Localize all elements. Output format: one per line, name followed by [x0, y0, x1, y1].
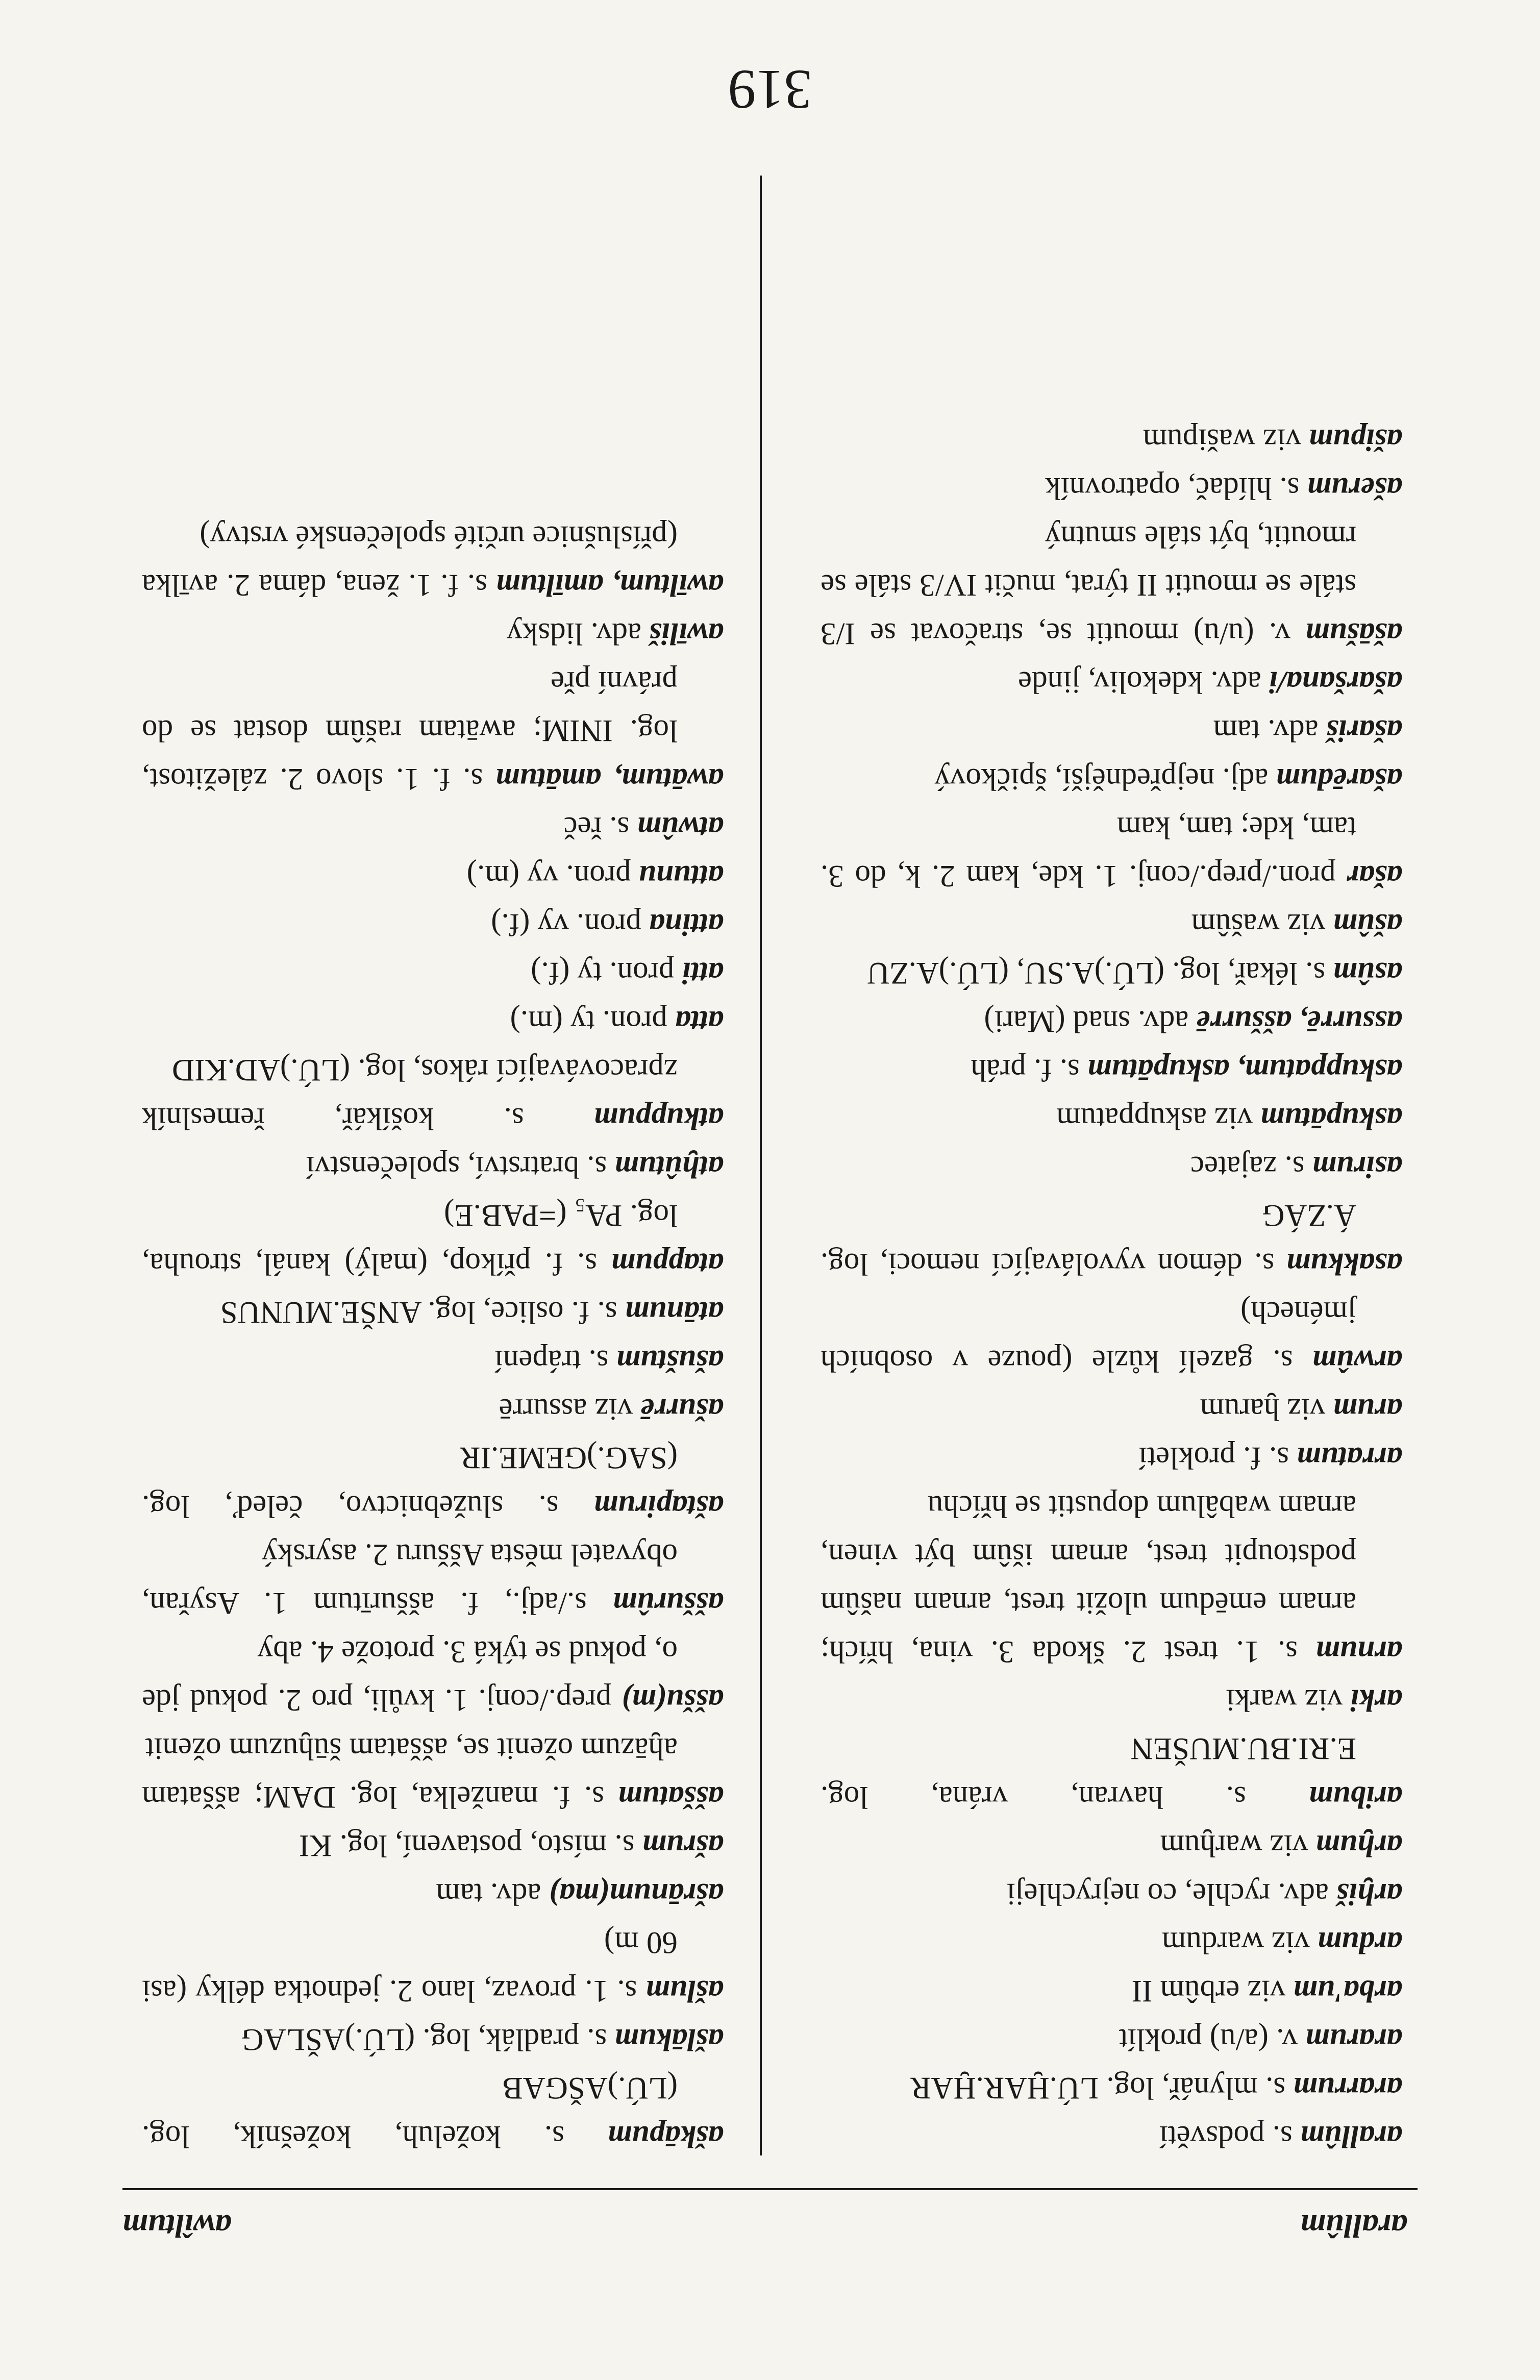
dictionary-entry: [142, 803, 724, 852]
dictionary-entry: [142, 1821, 724, 1870]
dictionary-entry: [142, 1191, 724, 1288]
entry-definition: viz warki: [1226, 1683, 1351, 1717]
entry-headword: ašariš: [1326, 713, 1402, 748]
dictionary-entry: [821, 1385, 1402, 1433]
entry-definition: adv. tam: [1213, 713, 1326, 748]
dictionary-entry: [821, 803, 1402, 900]
entry-definition: s. f. příkop, (malý) kanál, strouha, log. PA₅ (=PAB.E): [142, 1198, 678, 1281]
entry-headword: ašāšum: [1305, 616, 1402, 651]
dictionary-entry: [142, 1870, 724, 1918]
dictionary-entry: [142, 2015, 724, 2064]
entry-definition: s. 1. provaz, lano 2. jednotka délky (asi 60 m): [142, 1925, 678, 2008]
entry-definition: s. zajatec: [1190, 1150, 1312, 1184]
entry-definition: pron. ty (f.): [531, 956, 682, 990]
entry-definition: viz warḫum: [1160, 1828, 1316, 1863]
dictionary-entry: [142, 2064, 724, 2161]
entry-headword: atappum: [611, 1247, 724, 1281]
dictionary-entry: [821, 1143, 1402, 1191]
entry-definition: s. f. oslice, log. ANŠE.MUNUS: [220, 1295, 625, 1329]
entry-definition: s. gazelí kůzle (pouze v osobních jménech): [821, 1295, 1356, 1378]
entry-headword: awīliš: [649, 616, 724, 651]
entry-definition: s. f. 1. žena, dáma 2. avīlka (příslušnice určité společenské vrstvy): [142, 519, 678, 602]
entry-headword: ašipum: [1308, 423, 1402, 457]
entry-headword: aššu(m): [622, 1683, 724, 1717]
entry-definition: adv. kdekoliv, jinde: [1018, 665, 1269, 699]
entry-definition: adv. rychle, co nejrychleji: [1006, 1877, 1337, 1911]
entry-headword: arwûm: [1312, 1344, 1402, 1378]
dictionary-entry: [821, 1724, 1402, 1821]
dictionary-entry: [142, 658, 724, 803]
entry-definition: adv. tam: [436, 1877, 549, 1911]
entry-definition: s. pradlák, log. (LÚ.)AŠLAG: [241, 2022, 615, 2056]
entry-definition: pron. vy (f.): [491, 907, 650, 941]
right-column: [142, 512, 724, 2161]
dictionary-entry: [142, 852, 724, 900]
dictionary-entry: [821, 1967, 1402, 2015]
entry-headword: arḫum: [1315, 1828, 1402, 1863]
entry-headword: attunu: [638, 859, 724, 893]
dictionary-entry: [142, 512, 724, 609]
dictionary-entry: [821, 706, 1402, 755]
entry-definition: s. lékař, log. (LÚ.)A.SU, (LÚ.)A.ZU: [867, 956, 1333, 990]
left-column: [821, 415, 1402, 2161]
dictionary-entry: [821, 1918, 1402, 1967]
entry-definition: s. podsvětí: [1159, 2119, 1300, 2153]
entry-definition: s. řeč: [563, 810, 637, 845]
entry-definition: s. služebnictvo, čeleď, log. (SAG.)GEME.IR: [142, 1441, 678, 1523]
entry-headword: ašarēdum: [1276, 762, 1402, 796]
dictionary-entry: [821, 2112, 1402, 2161]
header-first-headword: arallûm: [1300, 2208, 1407, 2244]
dictionary-entry: [821, 512, 1402, 658]
entry-headword: asakkum: [1286, 1247, 1402, 1281]
dictionary-entry: [821, 949, 1402, 997]
dictionary-entry: [821, 1433, 1402, 1482]
entry-headword: arnum: [1315, 1634, 1402, 1669]
entry-definition: viz wašipum: [1142, 423, 1309, 457]
entry-definition: s. místo, postavení, log. KI: [299, 1828, 642, 1863]
entry-headword: atḫûtum: [614, 1150, 724, 1184]
dictionary-entry: [821, 1676, 1402, 1724]
entry-headword: arki: [1350, 1683, 1402, 1717]
entry-headword: ardum: [1317, 1925, 1402, 1960]
header-last-headword: awîltum: [122, 2208, 232, 2244]
entry-definition: adj. nejpřednější, špičkový: [934, 762, 1276, 796]
entry-headword: arum: [1333, 1392, 1402, 1426]
entry-headword: aštapirum: [593, 1489, 724, 1523]
dictionary-entry: [142, 1724, 724, 1821]
dictionary-entry: [821, 464, 1402, 512]
dictionary-entry: [821, 1046, 1402, 1094]
entry-headword: ašar: [1347, 859, 1402, 893]
dictionary-entry: [821, 1191, 1402, 1288]
entry-headword: awātum, amātum: [495, 762, 724, 796]
dictionary-entry: [821, 900, 1402, 949]
dictionary-entry: [142, 1627, 724, 1724]
entry-definition: pron. ty (m.): [510, 1004, 676, 1038]
dictionary-entry: [821, 1094, 1402, 1143]
entry-definition: viz askuppatum: [1056, 1101, 1260, 1135]
dictionary-entry: [142, 1046, 724, 1143]
entry-headword: ararum: [1305, 2022, 1402, 2056]
dictionary-entry: [142, 609, 724, 658]
entry-definition: s. 1. trest 2. škoda 3. vina, hřích; arnam emēdum uložit trest, arnam našûm podstoupit trest, arnam išûm být vinen, arnam wabâlum dopustit se hříchu: [821, 1489, 1356, 1669]
entry-headword: aškāpum: [607, 2119, 724, 2153]
entry-headword: askupātum: [1260, 1101, 1402, 1135]
entry-definition: adv. lidsky: [507, 616, 650, 651]
entry-headword: ašrum: [642, 1828, 724, 1863]
entry-headword: atkuppum: [593, 1101, 724, 1135]
entry-definition: pron. vy (m.): [466, 859, 639, 893]
entry-headword: asûm: [1333, 956, 1402, 990]
entry-headword: atta: [675, 1004, 724, 1038]
dictionary-entry: [142, 1385, 724, 1433]
dictionary-entry: [821, 1288, 1402, 1385]
dictionary-entry: [821, 997, 1402, 1046]
entry-definition: prep./conj. 1. kvůli, pro 2. pokud jde o, pokud se týká 3. protože 4. aby: [142, 1634, 678, 1717]
entry-headword: assurrē, aššurrē: [1196, 1004, 1402, 1038]
entry-definition: viz wašûm: [1191, 907, 1333, 941]
entry-headword: atti: [682, 956, 724, 990]
entry-definition: s. koželuh, kožešník, log. (LÚ.)AŠGAB: [142, 2071, 678, 2153]
entry-definition: s. košíkář, řemeslník zpracovávající rákos, log. (LÚ.)AD.KID: [142, 1053, 678, 1135]
dictionary-entry: [821, 2064, 1402, 2112]
entry-headword: ašuštum: [616, 1344, 724, 1378]
entry-headword: ararrum: [1293, 2071, 1402, 2105]
dictionary-entry: [142, 949, 724, 997]
running-header: [122, 2204, 1407, 2245]
entry-headword: arḫiš: [1336, 1877, 1402, 1911]
dictionary-entry: [821, 1482, 1402, 1676]
entry-headword: ašûm: [1333, 907, 1402, 941]
column-divider: [760, 176, 762, 2155]
dictionary-entry: [821, 1821, 1402, 1870]
entry-headword: atwûm: [637, 810, 724, 845]
dictionary-entry: [142, 1918, 724, 2015]
entry-definition: v. (a/u) proklít: [1119, 2022, 1306, 2056]
entry-headword: arallûm: [1300, 2119, 1402, 2153]
entry-headword: ašurrē: [640, 1392, 724, 1426]
entry-headword: ašrānum(ma): [549, 1877, 724, 1911]
entry-headword: awīltum, amīltum: [496, 568, 724, 602]
entry-definition: s. havran, vrána, log. E.RI.BU.MUŠEN: [821, 1731, 1356, 1814]
header-rule: [122, 2188, 1418, 2190]
dictionary-entry: [142, 1288, 724, 1336]
dictionary-entry: [142, 1530, 724, 1627]
entry-definition: s. trápení: [494, 1344, 616, 1378]
entry-headword: ašlākum: [614, 2022, 724, 2056]
entry-definition: s. f. prokletí: [1138, 1441, 1297, 1475]
dictionary-entry: [142, 1336, 724, 1385]
dictionary-entry: [821, 1870, 1402, 1918]
entry-headword: ašaršana/i: [1269, 665, 1402, 699]
entry-definition: pron./prep./conj. 1. kde, kam 2. k, do 3. tam, kde; tam, kam: [821, 810, 1356, 893]
entry-headword: ašerum: [1307, 471, 1402, 505]
entry-definition: s./adj., f. aššurītum 1. Asyřan, obyvatel města Aššuru 2. asyrský: [142, 1538, 678, 1620]
entry-definition: viz wardum: [1161, 1925, 1318, 1960]
entry-headword: arratum: [1297, 1441, 1402, 1475]
entry-definition: s. démon vyvolávající nemoci, log. Á.ZÁG: [821, 1198, 1356, 1281]
entry-headword: ašlum: [645, 1974, 724, 2008]
entry-definition: s. f. manželka, log. DAM; aššatam aḫāzum oženit se, aššatam šūḫuzum oženit: [142, 1731, 678, 1814]
entry-headword: aribum: [1308, 1780, 1402, 1814]
dictionary-entry: [821, 658, 1402, 706]
entry-headword: arba'um: [1293, 1974, 1402, 2008]
entry-definition: viz erbûm II: [1131, 1974, 1294, 2008]
entry-headword: aššatum: [618, 1780, 724, 1814]
entry-headword: asirum: [1312, 1150, 1402, 1184]
entry-definition: viz ḫarum: [1200, 1392, 1333, 1426]
entry-definition: viz assurrē: [499, 1392, 641, 1426]
entry-definition: s. bratrství, společenství: [306, 1150, 615, 1184]
entry-headword: askuppatum, askupātum: [1087, 1053, 1402, 1087]
entry-headword: aššurûm: [612, 1586, 724, 1620]
dictionary-entry: [142, 1143, 724, 1191]
entry-headword: atānum: [625, 1295, 724, 1329]
dictionary-entry: [821, 755, 1402, 803]
entry-headword: attina: [649, 907, 724, 941]
entry-definition: s. f. 1. slovo 2. záležitost, log. INIM; awātam rašûm dostat se do právní pře: [142, 665, 678, 796]
entry-definition: adv. snad (Mari): [984, 1004, 1197, 1038]
page-number: 319: [728, 59, 812, 121]
dictionary-entry: [142, 900, 724, 949]
dictionary-entry: [142, 1433, 724, 1530]
entry-definition: s. hlídač, opatrovník: [1045, 471, 1307, 505]
dictionary-entry: [821, 415, 1402, 464]
dictionary-entry: [142, 997, 724, 1046]
entry-definition: s. f. práh: [971, 1053, 1088, 1087]
entry-definition: v. (u/u) rmoutit se, stračovat se I/3 stále se rmoutit II týrat, mučit IV/3 stále se rmoutit, být stále smutný: [821, 519, 1356, 651]
dictionary-entry: [821, 2015, 1402, 2064]
entry-definition: s. mlynář, log. LÚ.ḪAR.ḪAR: [910, 2071, 1294, 2105]
